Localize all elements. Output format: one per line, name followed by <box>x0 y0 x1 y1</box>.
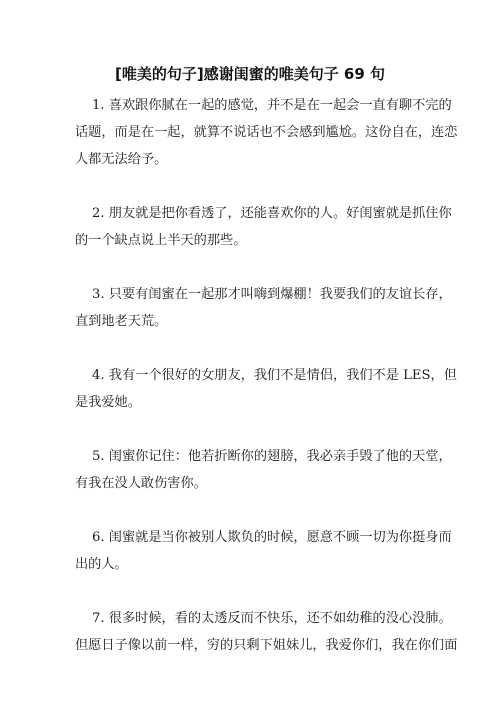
quote-text: 闺蜜就是当你被别人欺负的时候，愿意不顾一切为你挺身而 <box>108 530 452 545</box>
quote-item-2 <box>75 200 452 254</box>
document-title: [唯美的句子]感谢闺蜜的唯美句子 69 句 <box>114 65 386 83</box>
quote-line: 但愿日子像以前一样，穷的只剩下姐妹儿，我爱你们，我在你们面 <box>75 638 458 653</box>
quote-number: 5. <box>92 449 105 464</box>
quote-text: 喜欢跟你腻在一起的感觉，并不是在一起会一直有聊不完的 <box>108 98 452 113</box>
quote-item-1 <box>75 92 458 173</box>
quote-text: 很多时候，看的太透反而不快乐，还不如幼稚的没心没肺。 <box>108 611 452 626</box>
quote-line: 的一个缺点说上半天的那些。 <box>75 233 247 248</box>
quote-text: 朋友就是把你看透了，还能喜欢你的人。好闺蜜就是抓住你 <box>108 206 452 221</box>
quote-item-5 <box>75 443 452 497</box>
quote-line <box>75 200 452 227</box>
quote-line <box>75 605 452 632</box>
quote-text: 闺蜜你记住：他若折断你的翅膀，我必亲手毁了他的天堂， <box>108 449 452 464</box>
quote-line <box>75 92 452 119</box>
quote-number: 1. <box>92 98 105 113</box>
quote-line <box>75 443 452 470</box>
quote-line: 直到地老天荒。 <box>75 314 168 329</box>
quote-number: 6. <box>92 530 105 545</box>
quote-list <box>75 92 458 686</box>
quote-line <box>75 362 457 389</box>
quote-number: 7. <box>92 611 105 626</box>
quote-line: 人都无法给予。 <box>75 152 168 167</box>
quote-line: 话题，而是在一起，就算不说话也不会感到尴尬。这份自在，连恋 <box>75 125 458 140</box>
quote-number: 4. <box>92 368 105 383</box>
quote-line <box>75 524 452 551</box>
quote-line: 是我爱她。 <box>75 395 141 410</box>
quote-number: 2. <box>92 206 105 221</box>
quote-item-3 <box>75 281 452 335</box>
quote-item-6 <box>75 524 452 578</box>
quote-item-7 <box>75 605 458 659</box>
quote-line <box>75 281 452 308</box>
quote-line: 出的人。 <box>75 557 128 572</box>
quote-line: 有我在没人敢伤害你。 <box>75 476 207 491</box>
quote-text: 我有一个很好的女朋友，我们不是情侣，我们不是 LES，但 <box>108 368 457 383</box>
quote-item-4 <box>75 362 457 416</box>
quote-number: 3. <box>92 287 105 302</box>
quote-text: 只要有闺蜜在一起那才叫嗨到爆棚！我要我们的友谊长存， <box>108 287 452 302</box>
